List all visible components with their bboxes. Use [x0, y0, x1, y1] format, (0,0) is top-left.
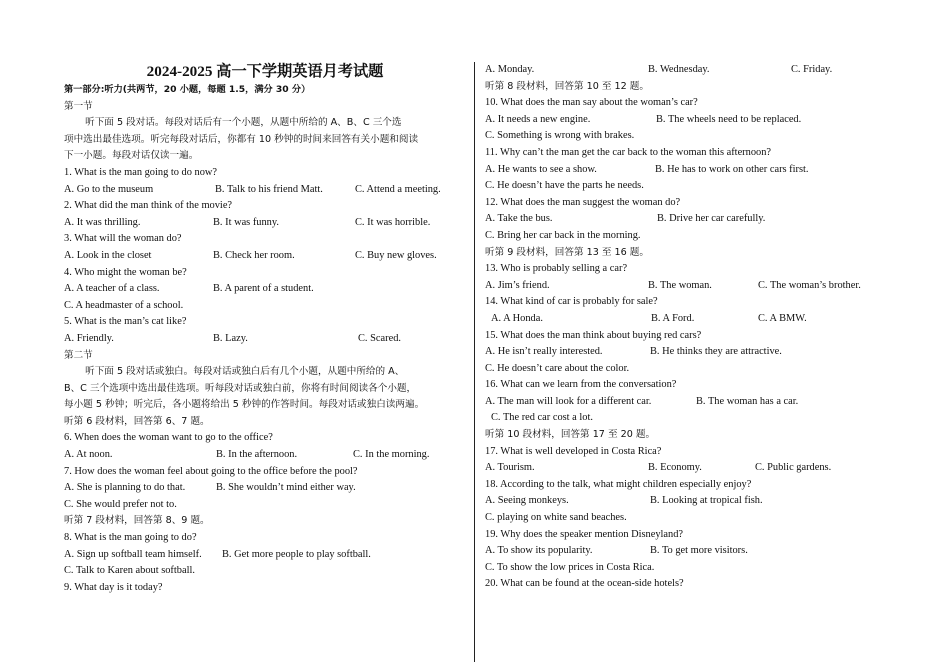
- option-b[interactable]: B. Looking at tropical fish.: [650, 495, 763, 507]
- question-16: 16. What can we learn from the conversation?: [485, 379, 677, 391]
- option-c[interactable]: C. Buy new gloves.: [355, 249, 437, 261]
- option-c[interactable]: C. He doesn’t care about the color.: [485, 362, 630, 374]
- option-b[interactable]: B. She wouldn’t mind either way.: [216, 482, 356, 494]
- option-b[interactable]: B. The wheels need to be replaced.: [656, 113, 802, 125]
- question-4: 4. Who might the woman be?: [64, 266, 187, 278]
- section2-instruction-line: 听下面 5 段对话或独白。每段对话或独白后有几个小题，从题中所给的 A、: [85, 366, 405, 378]
- question-6: 6. When does the woman want to go to the office?: [64, 432, 273, 444]
- option-c[interactable]: C. She would prefer not to.: [64, 498, 177, 510]
- option-a[interactable]: A. Seeing monkeys.: [485, 495, 569, 507]
- question-10-options-row2: [485, 128, 885, 145]
- option-b[interactable]: B. Get more people to play softball.: [222, 548, 371, 560]
- question-4-options-row2: [64, 298, 466, 315]
- question-7-options: [64, 480, 466, 497]
- option-c[interactable]: C. A BMW.: [758, 312, 807, 324]
- option-a[interactable]: A. Take the bus.: [485, 213, 553, 225]
- question-13: 13. Who is probably selling a car?: [485, 263, 628, 275]
- option-b[interactable]: B. It was funny.: [213, 216, 279, 228]
- option-c[interactable]: C. Something is wrong with brakes.: [485, 130, 635, 142]
- option-b[interactable]: B. The woman has a car.: [696, 395, 799, 407]
- question-20: 20. What can be found at the ocean-side hotels?: [485, 578, 684, 590]
- option-c[interactable]: C. playing on white sand beaches.: [485, 512, 627, 524]
- left-column: [64, 62, 466, 596]
- question-10-options: [485, 112, 885, 129]
- section1-instruction-line: 项中选出最佳选项。听完每段对话后，你都有 10 秒钟的时间来回答有关小题和阅读: [64, 133, 419, 145]
- material-note-9: 听第 9 段材料，回答第 13 至 16 题。: [485, 246, 649, 258]
- option-b[interactable]: B. He has to work on other cars first.: [655, 163, 809, 175]
- option-a[interactable]: A. At noon.: [64, 449, 113, 461]
- option-b[interactable]: B. Lazy.: [213, 332, 248, 344]
- option-b[interactable]: B. He thinks they are attractive.: [650, 346, 782, 358]
- question-6-options: [64, 447, 466, 464]
- option-a[interactable]: A. A teacher of a class.: [64, 283, 160, 295]
- question-11-options-row2: [485, 178, 885, 195]
- option-a[interactable]: A. Monday.: [485, 64, 535, 75]
- option-a[interactable]: A. A Honda.: [491, 312, 543, 324]
- question-8-options-row2: [64, 563, 466, 580]
- question-15-options-row2: [485, 361, 885, 378]
- question-2-options: [64, 215, 466, 232]
- section2-instruction-line: B、C 三个选项中选出最佳选项。听每段对话或独白前，你将有时间阅读各个小题，: [64, 382, 417, 394]
- question-8: 8. What is the man going to do?: [64, 532, 197, 544]
- question-15: 15. What does the man think about buying red cars?: [485, 329, 702, 341]
- option-c[interactable]: C. Public gardens.: [755, 462, 832, 474]
- material-note-7: 听第 7 段材料，回答第 8、9 题。: [64, 515, 210, 527]
- option-a[interactable]: A. Go to the museum: [64, 183, 154, 195]
- right-column: [485, 62, 885, 593]
- option-c[interactable]: C. To show the low prices in Costa Rica.: [485, 561, 655, 573]
- question-8-options: [64, 547, 466, 564]
- option-a[interactable]: A. Friendly.: [64, 332, 114, 344]
- question-17: 17. What is well developed in Costa Rica?: [485, 445, 662, 457]
- part1-heading: 第一部分:听力(共两节，20 小题，每题 1.5，满分 30 分）: [64, 84, 311, 95]
- question-12-options-row2: [485, 228, 885, 245]
- question-14-options: [485, 311, 885, 328]
- section1-instruction-line: 听下面 5 段对话。每段对话后有一个小题，从题中所给的 A、B、C 三个选: [85, 117, 402, 129]
- option-a[interactable]: A. Jim’s friend.: [485, 279, 550, 291]
- question-19-options-row2: [485, 560, 885, 577]
- question-3: 3. What will the woman do?: [64, 233, 182, 245]
- section1-instruction-line: 下一小题。每段对话仅读一遍。: [64, 150, 199, 162]
- option-b[interactable]: B. To get more visitors.: [650, 545, 748, 557]
- option-a[interactable]: A. She is planning to do that.: [64, 482, 186, 494]
- question-17-options: [485, 460, 885, 477]
- option-a[interactable]: A. He wants to see a show.: [485, 163, 597, 175]
- exam-title: 2024-2025 高一下学期英语月考试题: [146, 63, 384, 80]
- option-b[interactable]: B. Check her room.: [213, 249, 295, 261]
- option-a[interactable]: A. Sign up softball team himself.: [64, 548, 202, 560]
- question-14: 14. What kind of car is probably for sale?: [485, 296, 658, 308]
- option-a[interactable]: A. The man will look for a different car.: [485, 395, 652, 407]
- option-b[interactable]: B. A parent of a student.: [213, 283, 314, 295]
- question-12-options: [485, 211, 885, 228]
- question-19-options: [485, 543, 885, 560]
- question-1-options: [64, 182, 466, 199]
- question-7-options-row2: [64, 497, 466, 514]
- question-12: 12. What does the man suggest the woman do?: [485, 196, 681, 208]
- option-b[interactable]: B. Wednesday.: [648, 64, 710, 75]
- question-10: 10. What does the man say about the woman’s car?: [485, 97, 698, 109]
- section2-label: 第二节: [64, 349, 93, 361]
- option-c[interactable]: C. Attend a meeting.: [355, 183, 441, 195]
- option-c[interactable]: C. A headmaster of a school.: [64, 299, 184, 311]
- option-c[interactable]: C. Bring her car back in the morning.: [485, 229, 641, 241]
- material-note-8: 听第 8 段材料，回答第 10 至 12 题。: [485, 80, 649, 92]
- question-18-options-row2: [485, 510, 885, 527]
- question-7: 7. How does the woman feel about going to the office before the pool?: [64, 465, 358, 477]
- question-19: 19. Why does the speaker mention Disneyland?: [485, 528, 684, 540]
- option-c[interactable]: C. Scared.: [358, 332, 401, 344]
- question-11-options: [485, 162, 885, 179]
- option-c[interactable]: C. Talk to Karen about softball.: [64, 565, 195, 577]
- option-b[interactable]: B. Drive her car carefully.: [657, 213, 766, 225]
- option-a[interactable]: A. Look in the closet: [64, 249, 152, 261]
- question-16-options: [485, 394, 885, 411]
- option-a[interactable]: A. It was thrilling.: [64, 216, 141, 228]
- question-18: 18. According to the talk, what might children especially enjoy?: [485, 478, 752, 490]
- question-9-options: [485, 62, 885, 79]
- option-b[interactable]: B. Talk to his friend Matt.: [215, 183, 323, 195]
- option-a[interactable]: A. He isn’t really interested.: [485, 346, 603, 358]
- option-b[interactable]: B. The woman.: [648, 279, 712, 291]
- section1-label: 第一节: [64, 100, 93, 112]
- question-3-options: [64, 248, 466, 265]
- question-5-options: [64, 331, 466, 348]
- option-c[interactable]: C. Friday.: [791, 64, 833, 75]
- option-a[interactable]: A. Tourism.: [485, 462, 535, 474]
- option-c[interactable]: C. He doesn’t have the parts he needs.: [485, 180, 644, 192]
- option-b[interactable]: B. In the afternoon.: [216, 449, 298, 461]
- option-b[interactable]: B. Economy.: [648, 462, 702, 474]
- question-15-options: [485, 344, 885, 361]
- option-b[interactable]: B. A Ford.: [651, 312, 695, 324]
- question-1: 1. What is the man going to do now?: [64, 166, 218, 178]
- option-c[interactable]: C. The red car cost a lot.: [491, 412, 593, 424]
- question-4-options: [64, 281, 466, 298]
- question-5: 5. What is the man’s cat like?: [64, 316, 187, 328]
- question-11: 11. Why can’t the man get the car back to the woman this afternoon?: [485, 146, 772, 158]
- option-c[interactable]: C. In the morning.: [353, 449, 430, 461]
- question-18-options: [485, 493, 885, 510]
- option-a[interactable]: A. It needs a new engine.: [485, 113, 591, 125]
- question-13-options: [485, 278, 885, 295]
- material-note-6: 听第 6 段材料，回答第 6、7 题。: [64, 415, 210, 427]
- column-divider: [474, 62, 475, 662]
- question-9: 9. What day is it today?: [64, 581, 163, 593]
- section2-instruction-line: 每小题 5 秒钟；听完后，各小题将给出 5 秒钟的作答时间。每段对话或独白读两遍。: [64, 399, 425, 411]
- option-c[interactable]: C. The woman’s brother.: [758, 279, 861, 291]
- option-c[interactable]: C. It was horrible.: [355, 216, 431, 228]
- material-note-10: 听第 10 段材料，回答第 17 至 20 题。: [485, 429, 656, 441]
- question-2: 2. What did the man think of the movie?: [64, 200, 233, 212]
- option-a[interactable]: A. To show its popularity.: [485, 545, 593, 557]
- question-16-options-row2: [485, 410, 885, 427]
